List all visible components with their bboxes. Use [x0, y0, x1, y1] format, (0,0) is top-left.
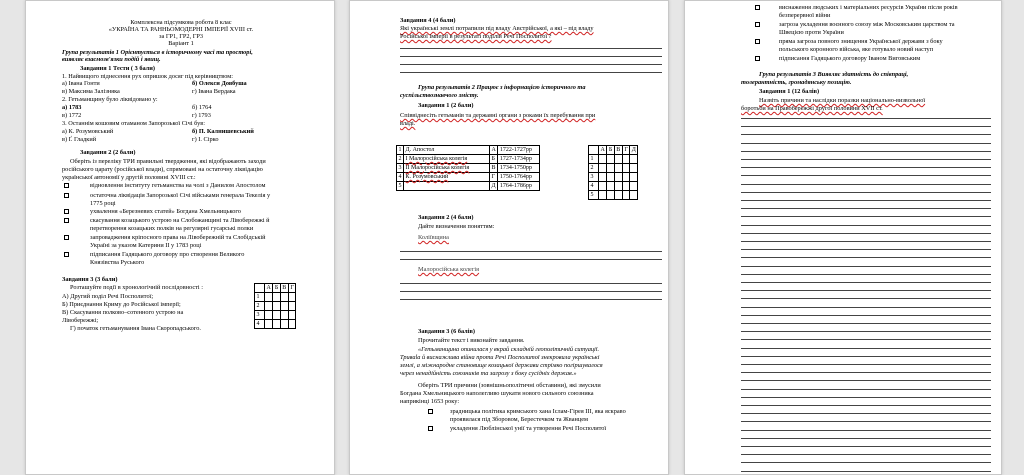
task-2-option-6b: Князівства Руського: [90, 259, 145, 266]
grid-cell[interactable]: [614, 155, 622, 164]
option-checkbox[interactable]: [428, 426, 433, 431]
grid-cell[interactable]: [288, 311, 295, 320]
grid-cell[interactable]: [622, 155, 629, 164]
task-3-text: Розташуйте події в хронологічній послідовності :: [70, 284, 203, 291]
answer-line[interactable]: [741, 405, 991, 406]
grid-cell[interactable]: [265, 293, 273, 302]
grid-row-number: 3: [255, 311, 265, 320]
grid-cell[interactable]: [288, 320, 295, 329]
option-checkbox[interactable]: [755, 5, 760, 10]
event-b: Б) Приєднання Криму до Російської імперії;: [62, 301, 181, 308]
q3-option-b: б) П. Калнишевський: [192, 128, 254, 135]
term-2: Малоросійська колегія: [418, 266, 480, 273]
task-2-option-4b: перетворення козацьких полків на регулярні гусарські полки: [90, 225, 254, 232]
match-name: [404, 182, 490, 191]
grid-cell[interactable]: [599, 173, 607, 182]
answer-line[interactable]: [741, 397, 991, 398]
grid-header: Б: [608, 146, 613, 153]
grid-cell[interactable]: [622, 182, 629, 191]
option-checkbox[interactable]: [64, 235, 69, 240]
match-name: ІІ Малоросійська колегія: [404, 164, 490, 173]
answer-line[interactable]: [400, 251, 662, 252]
task-2-option-1: відновлення інституту гетьманства на чолі з Данилом Апостолом: [90, 182, 266, 189]
q1-option-a: а) Івана Гонти: [62, 80, 100, 87]
reason-option-5b: польського коронного війська, яке готувало новий наступ: [779, 46, 934, 53]
answer-line[interactable]: [741, 389, 991, 390]
option-checkbox[interactable]: [755, 22, 760, 27]
answer-line[interactable]: [741, 446, 991, 447]
grid-header: В: [616, 146, 621, 153]
answer-line[interactable]: [400, 64, 662, 65]
answer-line[interactable]: [741, 175, 991, 176]
task-1-text-2: боротьби на Правобережжі другої половини XVII ст.: [741, 105, 883, 112]
grid-cell[interactable]: [622, 164, 629, 173]
match-name: Д. Апостол: [404, 146, 490, 155]
grid-cell[interactable]: [630, 164, 638, 173]
match-letter: Д: [490, 182, 498, 191]
grid-header: Г: [624, 146, 628, 153]
quote-line-3: землі, а міжнародне становище козацької держави стрімко погіршувалося: [400, 362, 603, 369]
answer-line[interactable]: [741, 356, 991, 357]
grid-cell[interactable]: [622, 191, 629, 200]
header-line-4: Варіант 1: [168, 40, 194, 47]
option-checkbox[interactable]: [64, 209, 69, 214]
grid-cell[interactable]: [607, 164, 614, 173]
grid-row-number: 3: [589, 173, 599, 182]
answer-line[interactable]: [741, 471, 991, 472]
answer-line[interactable]: [741, 454, 991, 455]
reason-option-4: загроза укладення воєнного союзу між Московським царством та: [779, 21, 955, 28]
answer-line[interactable]: [741, 233, 991, 234]
task-2-text-2: російського царату (російської влади), спрямовані на остаточну ліквідацію: [62, 166, 263, 173]
match-letter: Б: [490, 155, 498, 164]
answer-line[interactable]: [741, 438, 991, 439]
option-checkbox[interactable]: [428, 409, 433, 414]
task-3-text: Прочитайте текст і виконайте завдання.: [418, 337, 525, 344]
answer-line[interactable]: [741, 192, 991, 193]
answer-line[interactable]: [741, 266, 991, 267]
q3-option-a: а) К. Розумовський: [62, 128, 114, 135]
document-page-1: [25, 0, 335, 475]
match-name: І Малоросійська колегія: [404, 155, 490, 164]
task-2-title: Завдання 2 (4 бали): [418, 214, 474, 221]
match-years: 1722-1727рр: [498, 146, 540, 155]
answer-line[interactable]: [400, 72, 662, 73]
grid-cell[interactable]: [622, 173, 629, 182]
task-1-text: Співвіднесіть гетьманів та державні органи з роками їх перебування при: [400, 112, 596, 119]
q1-option-g: г) Івана Вердака: [192, 88, 236, 95]
grid-cell[interactable]: [607, 191, 614, 200]
task-3-title: Завдання 3 (3 бали): [62, 276, 118, 283]
task-3-question-1: Оберіть ТРИ причини (зовнішньополітичні обставини), які змусили: [418, 382, 601, 389]
answer-line[interactable]: [741, 364, 991, 365]
task-3-question-2: Богдана Хмельницького наполегливо шукати нового сильного союзника: [400, 390, 594, 397]
answer-line[interactable]: [741, 430, 991, 431]
task-1-text-2: владі.: [400, 120, 416, 127]
option-checkbox[interactable]: [755, 56, 760, 61]
task-2-option-5b: Україні за указом Катерини ІІ у 1783 році: [90, 242, 202, 249]
grid-cell[interactable]: [288, 302, 295, 311]
answer-line[interactable]: [741, 331, 991, 332]
group-2-heading: Група результатів 2 Працює з інформацією історичного та: [418, 84, 586, 91]
document-page-3: [684, 0, 1002, 475]
task-1-text: Назвіть причини та наслідки поразки національно-визвольної: [759, 97, 926, 104]
answer-line[interactable]: [741, 216, 991, 217]
grid-cell[interactable]: [273, 293, 280, 302]
answer-line[interactable]: [741, 184, 991, 185]
task-4-question-2: Російської імперії в результаті поділів Речі Посполитої ?: [400, 33, 552, 40]
answer-line[interactable]: [741, 225, 991, 226]
match-number: 3: [398, 164, 402, 171]
answer-line[interactable]: [741, 249, 991, 250]
q3-option-v: в) Ґ. Гладкий: [62, 136, 97, 143]
grid-cell[interactable]: [273, 311, 280, 320]
grid-cell[interactable]: [614, 182, 622, 191]
header-line-3: за ГР1, ГР2, ГР3: [158, 33, 204, 40]
task-1-title: Завдання 1 (2 бали): [418, 102, 474, 109]
grid-cell[interactable]: [630, 173, 638, 182]
match-years: 1727-1734рр: [498, 155, 540, 164]
document-page-2: [349, 0, 669, 475]
grid-cell[interactable]: [630, 191, 638, 200]
answer-line[interactable]: [741, 151, 991, 152]
answer-line[interactable]: [741, 413, 991, 414]
grid-cell[interactable]: [599, 164, 607, 173]
grid-row-number: 5: [589, 191, 599, 200]
answer-line[interactable]: [741, 159, 991, 160]
q1-option-v: в) Максима Залізняка: [62, 88, 120, 95]
answer-line[interactable]: [741, 118, 991, 119]
answer-line[interactable]: [400, 48, 662, 49]
answer-line[interactable]: [741, 208, 991, 209]
answer-line[interactable]: [741, 290, 991, 291]
reason-option-2: укладення Люблінської унії та утворення Речі Посполитої: [450, 425, 607, 432]
task-2-option-2b: 1775 році: [90, 200, 116, 207]
grid-cell[interactable]: [273, 320, 280, 329]
task-2-title: Завдання 2 (2 бали): [80, 149, 136, 156]
grid-cell[interactable]: [607, 173, 614, 182]
answer-line[interactable]: [741, 134, 991, 135]
q3-option-g: г) І. Сірко: [192, 136, 219, 143]
answer-grid-task-1: [588, 145, 638, 200]
q2-option-g: г) 1793: [192, 112, 211, 119]
task-2-option-4: скасування козацького устрою на Слобожанщині та Лівобережжі й: [90, 217, 270, 224]
match-number: 4: [398, 173, 402, 180]
answer-line[interactable]: [741, 274, 991, 275]
grid-cell[interactable]: [265, 320, 273, 329]
group-3-heading-2: толерантність, громадянську позицію.: [741, 79, 852, 86]
grid-row-number: 4: [589, 182, 599, 191]
option-checkbox[interactable]: [64, 193, 69, 198]
grid-cell[interactable]: [599, 155, 607, 164]
answer-line[interactable]: [741, 126, 991, 127]
term-1: Коліївщина: [418, 234, 449, 241]
grid-cell[interactable]: [280, 311, 288, 320]
grid-cell[interactable]: [280, 293, 288, 302]
task-1-title: Завдання 1 (12 балів): [759, 88, 820, 95]
answer-line[interactable]: [400, 299, 662, 300]
answer-line[interactable]: [741, 143, 991, 144]
event-v-2: Лівобережжі;: [62, 317, 99, 324]
header-line-2: «УКРАЇНА ТА РАННЬОМОДЕРНІ ІМПЕРІЇ XVIII ст.: [108, 26, 254, 33]
event-a: А) Другий поділ Речі Посполитої;: [62, 293, 154, 300]
answer-line[interactable]: [400, 56, 662, 57]
grid-header: Б: [274, 284, 279, 291]
answer-grid-task-3: [254, 283, 296, 329]
grid-cell[interactable]: [265, 311, 273, 320]
answer-line[interactable]: [741, 200, 991, 201]
match-years: 1764-1786рр: [498, 182, 540, 191]
grid-cell[interactable]: [630, 182, 638, 191]
option-checkbox[interactable]: [755, 39, 760, 44]
reason-option-6: підписання Гадяцького договору Іваном Виговським: [779, 55, 921, 62]
answer-line[interactable]: [741, 315, 991, 316]
quote-line-4: через ненадійність союзників та загрозу з боку сусідніх держав.»: [400, 370, 577, 377]
answer-line[interactable]: [741, 307, 991, 308]
grid-cell[interactable]: [288, 293, 295, 302]
task-4-title: Завдання 4 (4 бали): [400, 17, 456, 24]
q1-option-b: б) Олекси Довбуша: [192, 80, 247, 87]
match-years: 1734-1750рр: [498, 164, 540, 173]
group-2-heading-2: суспільствознавчого змісту.: [400, 92, 479, 99]
grid-row-number: 1: [589, 155, 599, 164]
q2-option-a: а) 1783: [62, 104, 82, 111]
group-3-heading: Група результатів 3 Виявляє здатність до співпраці,: [759, 71, 909, 78]
task-2-text-1: Оберіть із переліку ТРИ правильні твердження, які відображають заходи: [70, 158, 266, 165]
q2-option-b: б) 1764: [192, 104, 212, 111]
match-number: 5: [398, 182, 402, 189]
grid-header: Г: [290, 284, 294, 291]
task-3-title: Завдання 3 (6 балів): [418, 328, 475, 335]
reason-option-1: зрадницька політика кримського хана Іслам-Гірея ІІІ, яка яскраво: [450, 408, 626, 415]
answer-line[interactable]: [741, 257, 991, 258]
match-years: 1750-1764рр: [498, 173, 540, 182]
option-checkbox[interactable]: [64, 252, 69, 257]
answer-line[interactable]: [400, 283, 662, 284]
grid-cell[interactable]: [614, 173, 622, 182]
reason-option-3: виснаження людських і матеріальних ресурсів України після років: [779, 4, 958, 11]
grid-cell[interactable]: [607, 155, 614, 164]
matching-table: [396, 145, 540, 191]
answer-line[interactable]: [741, 348, 991, 349]
task-2-text-3: української автономії у другій половині XVIII ст.:: [62, 174, 196, 181]
grid-cell[interactable]: [630, 155, 638, 164]
event-v: В) Скасування полково–сотенного устрою на: [62, 309, 184, 316]
task-2-text: Дайте визначення поняттям:: [418, 223, 495, 230]
reason-option-5: пряма загроза повного знищення Української держави з боку: [779, 38, 943, 45]
answer-line[interactable]: [741, 282, 991, 283]
grid-cell[interactable]: [265, 302, 273, 311]
answer-line[interactable]: [741, 372, 991, 373]
answer-line[interactable]: [741, 167, 991, 168]
grid-cell[interactable]: [607, 182, 614, 191]
task-2-option-3: ухвалення «Березневих статей» Богдана Хмельницького: [90, 208, 241, 215]
match-number: 1: [398, 146, 402, 153]
task-4-question: Які українські землі потрапили під владу Австрійської, а які – під владу: [400, 25, 594, 32]
task-2-option-2: остаточна ліквідація Запорозької Січі військами генерала Текелія у: [90, 192, 271, 199]
answer-line[interactable]: [400, 259, 662, 260]
match-letter: Г: [490, 173, 498, 182]
grid-cell[interactable]: [280, 302, 288, 311]
answer-line[interactable]: [741, 339, 991, 340]
header-line-1: Комплексна підсумкова робота 8 клас: [130, 19, 232, 26]
quote-line-2: Триваla й виснажлива війна проти Речі Посполитої знекровила українські: [400, 354, 600, 361]
group-1-heading-2: виявляє взаємозв'язки подій і явищ.: [62, 56, 161, 63]
answer-line[interactable]: [741, 462, 991, 463]
grid-row-number: 4: [255, 320, 265, 329]
grid-cell[interactable]: [599, 191, 607, 200]
answer-line[interactable]: [741, 298, 991, 299]
reason-option-3b: безперервної війни: [779, 12, 831, 19]
grid-row-number: 2: [255, 302, 265, 311]
answer-line[interactable]: [741, 380, 991, 381]
grid-header: А: [266, 284, 271, 291]
option-checkbox[interactable]: [64, 183, 69, 188]
answer-line[interactable]: [741, 323, 991, 324]
task-1-title: Завдання 1 Тести ( 3 бали): [80, 65, 155, 72]
reason-option-4b: Швецією проти України: [779, 29, 844, 36]
group-1-heading: Група результатів 1 Орієнтується в історичному часі та просторі,: [62, 49, 253, 56]
grid-cell[interactable]: [614, 164, 622, 173]
task-3-question-3: наприкінці 1653 року:: [400, 398, 460, 405]
match-letter: А: [491, 146, 496, 153]
task-2-option-5: запровадження кріпосного права на Лівобережній та Слобідській: [90, 234, 266, 241]
match-letter: В: [490, 164, 498, 173]
grid-header: Д: [631, 146, 636, 153]
grid-cell[interactable]: [599, 182, 607, 191]
event-g: Г) початок гетьманування Івана Скоропадського.: [70, 325, 201, 332]
grid-header: В: [282, 284, 287, 291]
answer-line[interactable]: [400, 291, 662, 292]
answer-line[interactable]: [741, 421, 991, 422]
match-number: 2: [398, 155, 402, 162]
question-3: 3. Останнім кошовим отаманом Запорозької Січі був:: [62, 120, 206, 127]
task-2-option-6: підписання Гадяцького договору про створення Великого: [90, 251, 245, 258]
match-name: К. Розумовський: [404, 173, 490, 182]
quote-line-1: «Гетьманщина опинилася у вкрай складній геополітичній ситуації.: [418, 346, 600, 353]
reason-option-1b: проявилася під Зборовом, Берестечком та Жванцем: [450, 416, 589, 423]
question-1: 1. Найвищого піднесення рух опришок досяг під керівництвом:: [62, 73, 233, 80]
option-checkbox[interactable]: [64, 218, 69, 223]
grid-cell[interactable]: [614, 191, 622, 200]
answer-line[interactable]: [741, 241, 991, 242]
grid-header: А: [600, 146, 605, 153]
grid-cell[interactable]: [273, 302, 280, 311]
question-2: 2. Гетьманщину було ліквідовано у:: [62, 96, 158, 103]
grid-row-number: 1: [255, 293, 265, 302]
grid-cell[interactable]: [280, 320, 288, 329]
grid-row-number: 2: [589, 164, 599, 173]
q2-option-v: в) 1772: [62, 112, 82, 119]
